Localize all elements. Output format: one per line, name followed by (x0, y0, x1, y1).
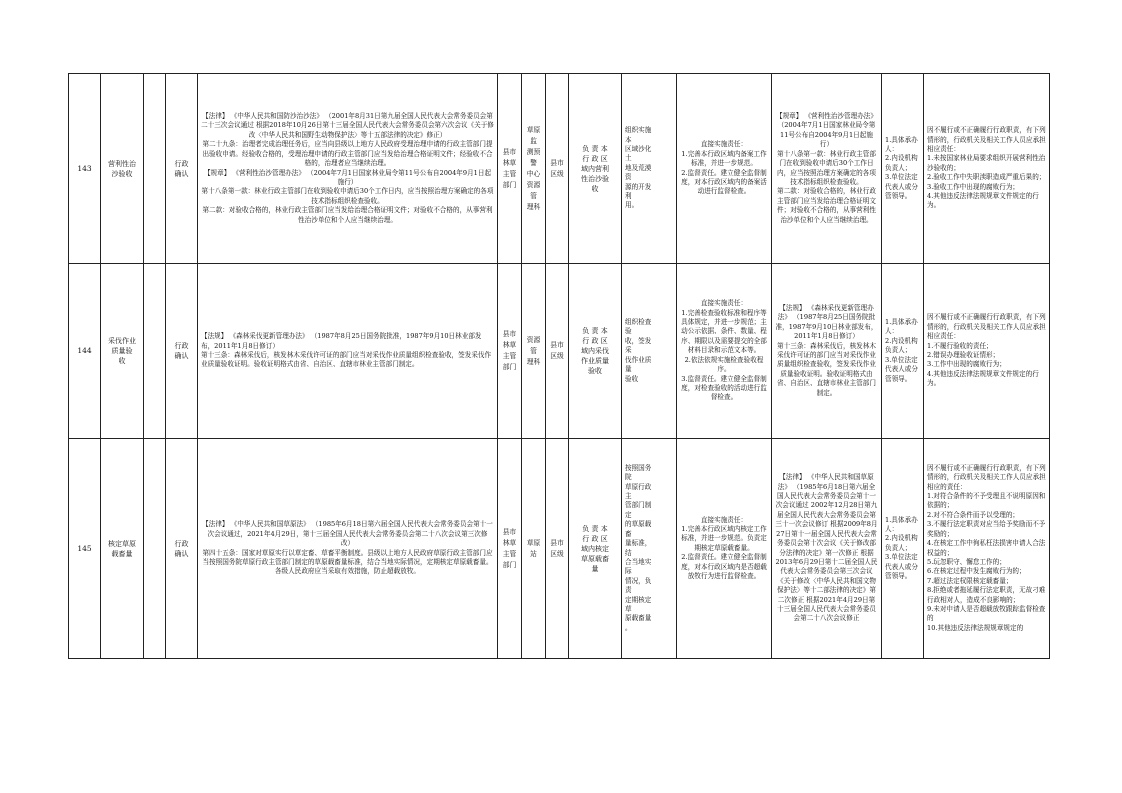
implementation-duty: 直接实施责任： 1.完善本行政区域内核定工作标准，并进一步规范。负责定期核定草原载畜量。 2.监督责任。建立健全监督制度，对本行政区域内是否超载放牧行为进行监督检查。 (677, 439, 772, 659)
item-type: 行政 确认 (166, 439, 198, 659)
exercise-level: 县市 区级 (546, 264, 569, 439)
responsible-bearer: 1.具体承办人： 2.内设机构负责人； 3.单位法定代表人或分管领导。 (882, 439, 924, 659)
legal-duty-basis: 【规章】 《营利性治沙管理办法》 （2004年7月1日国家林业局令第11号公布自2004年9月1日起施行） 第十八条第一款：林业行政主管部门在收到验收申请后30个工作日内，应当按照治理方案确定的各项技术指标组织检查验收。 第二款：对验收合格的，林业行政主管部门应当发给治理合格证明文件；对验收不合格的，从事营利性治沙单位和个人应当继续治理。 (772, 74, 882, 264)
table-row (69, 74, 1050, 264)
responsible-dept: 草原 站 (522, 439, 546, 659)
exercise-level: 县市 区级 (546, 74, 569, 264)
implementing-subject: 县市 林草 主管 部门 (498, 264, 522, 439)
table-row (69, 439, 1050, 659)
item-name: 营利性治 沙验收 (101, 74, 144, 264)
duty-scope: 按照国务 院 草原行政 主 管部门制 定 的草原载 畜 量标准， 结 合当地实 际 情况，负 责 定期核定 草 原载畜量 。 (622, 439, 677, 659)
item-number: 143 (69, 74, 101, 264)
accountability-situation: 因不履行或不正确履行行政职责，有下列情形的，行政机关及相关工作人员应承担相应责任： 1.不履行验收的责任； 2.错误办理验收证情形； 3.工作中出现的腐败行为； 4.其他违反法律法规规章文件规定的行为。 (924, 264, 1050, 439)
duty-scope: 组织实施 本 区域沙化 土 地及荒漠 资 源的开发 利 用。 (622, 74, 677, 264)
power-responsibility-table (68, 73, 1050, 659)
item-type: 行政 确认 (166, 74, 198, 264)
responsible-bearer: 1.具体承办人： 2.内设机构负责人； 3.单位法定代表人或分管领导。 (882, 264, 924, 439)
responsible-dept: 草原 监 测预 警 中心 资源 管 理科 (522, 74, 546, 264)
item-subtype (144, 439, 166, 659)
legal-basis: 【法规】 《森林采伐更新管理办法》 （1987年8月25日国务院批准，1987年9月10日林业部发布，2011年1月8日修订） 第十三条：森林采伐后，核发林木采伐许可证的部门应当对采伐作业质量组织检查验收，签发采伐作业质量验收证明。验收证明格式由省、自治区、直辖市林业主管部门制定。 (198, 264, 498, 439)
item-name: 采伐作业 质量验 收 (101, 264, 144, 439)
responsibility-matter: 负 责 本 行 政 区 域内营利 性治沙验 收 (569, 74, 622, 264)
item-type: 行政 确认 (166, 264, 198, 439)
accountability-situation: 因不履行或不正确履行行政职责，有下列情形的，行政机关及相关工作人员应承担相应责任： 1.未按国家林业局要求组织开展营利性治沙验收的； 2.验收工作中失职渎职造成严重后果的； 3.验收工作中出现的腐败行为； 4.其他违反法律法规规章文件规定的行为。 (924, 74, 1050, 264)
implementation-duty: 直接实施责任： 1.完善检查验收标准和程序等具体规定，并进一步规范；主动公示依据、条件、数量、程序、期限以及需要提交的全部材料目录和示范文本等。 2.依法依规实施检查验收程序。 3.监督责任。建立健全监督制度，对检查验收的活动进行监督检查。 (677, 264, 772, 439)
legal-basis: 【法律】 《中华人民共和国防沙治沙法》 （2001年8月31日第九届全国人民代表大会常务委员会第二十三次会议通过 根据2018年10月26日第十三届全国人民代表大会常务委员会第六次会议《关于修改〈中华人民共和国野生动物保护法〉等十五部法律的决定》修正） 第二十九条：治理者完成治理任务后，应当向县级以上地方人民政府受理治理申请的行政主管部门提出验收申请。经验收合格的，受理治理申请的行政主管部门应当发给治理合格证明文件；经验收不合格的，治理者应当继续治理。 【规章】 《营利性治沙管理办法》 （2004年7月1日国家林业局令第11号公布自2004年9月1日起施行） 第十八条第一款：林业行政主管部门在收到验收申请后30个工作日内，应当按照治理方案确定的各项技术指标组织检查验收。 第二款：对验收合格的，林业行政主管部门应当发给治理合格证明文件；对验收不合格的，从事营利性治沙单位和个人应当继续治理。 (198, 74, 498, 264)
accountability-situation: 因不履行或不正确履行行政职责，有下列情形的，行政机关及相关工作人员应承担相应的责任： 1.对符合条件的不予受理且不说明原因和依据的； 2.对不符合条件而予以受理的； 3.不履行法定职责对应当给予奖励而不予奖励的； 4.在核定工作中徇私枉法损害申请人合法权益的； 5.玩忽职守、懈怠工作的； 6.在核定过程中发生腐败行为的； 7.超过法定权限核定载畜量； 8.拒绝或者拖延履行法定职责，无故刁难行政相对人，造成不良影响的； 9.未对申请人是否超载放牧跟踪监督检查的 10.其他违反法律法规规章规定的 (924, 439, 1050, 659)
duty-scope: 组织检查 验 收，签发 采 伐作业质 量 验收 (622, 264, 677, 439)
item-subtype (144, 264, 166, 439)
responsible-dept: 资源 管 理科 (522, 264, 546, 439)
exercise-level: 县市 区级 (546, 439, 569, 659)
item-name: 核定草原 载畜量 (101, 439, 144, 659)
responsible-bearer: 1.具体承办人： 2.内设机构负责人； 3.单位法定代表人或分管领导。 (882, 74, 924, 264)
legal-duty-basis: 【法规】 《森林采伐更新管理办法》 （1987年8月25日国务院批准，1987年9月10日林业部发布，2011年1月8日修订） 第十三条：森林采伐后，核发林木采伐许可证的部门应当对采伐作业质量组织检查验收，签发采伐作业质量验收证明。验收证明格式由省、自治区、直辖市林业主管部门制定。 (772, 264, 882, 439)
table-row (69, 264, 1050, 439)
implementation-duty: 直接实施责任： 1.完善本行政区域内备案工作标准，并进一步规范。 2.监督责任。建立健全监督制度，对本行政区域内的备案活动进行监督检查。 (677, 74, 772, 264)
item-number: 145 (69, 439, 101, 659)
legal-duty-basis: 【法律】 《中华人民共和国草原法》 （1985年6月18日第六届全国人民代表大会常务委员会第十一次会议通过 2002年12月28日第九届全国人民代表大会常务委员会第三十一次会议修订 根据2009年8月27日第十一届全国人民代表大会常务委员会第十次会议《关于修改部分法律的决定》第一次修正 根据2013年6月29日第十二届全国人民代表大会常务委员会第三次会议《关于修改〈中华人民共和国文物保护法〉等十二部法律的决定》第二次修正 根据2021年4月29日第十三届全国人民代表大会常务委员会第二十八次会议修正 (772, 439, 882, 659)
implementing-subject: 县市 林草 主管 部门 (498, 439, 522, 659)
item-number: 144 (69, 264, 101, 439)
legal-basis: 【法律】 《中华人民共和国草原法》 （1985年6月18日第六届全国人民代表大会常务委员会第十一次会议通过，2021年4月29日，第十三届全国人民代表大会常务委员会第二十八次会议第三次修改） 第四十五条：国家对草原实行以草定畜、草畜平衡制度。县级以上地方人民政府草原行政主管部门应当按照国务院草原行政主管部门制定的草原载畜量标准，结合当地实际情况，定期核定草原载畜量。各级人民政府应当采取有效措施，防止超载放牧。 (198, 439, 498, 659)
responsibility-matter: 负 责 本 行 政 区 域内核定 草原载畜 量 (569, 439, 622, 659)
item-subtype (144, 74, 166, 264)
implementing-subject: 县市 林草 主管 部门 (498, 74, 522, 264)
responsibility-matter: 负 责 本 行 政 区 域内采伐 作业质量 验收 (569, 264, 622, 439)
